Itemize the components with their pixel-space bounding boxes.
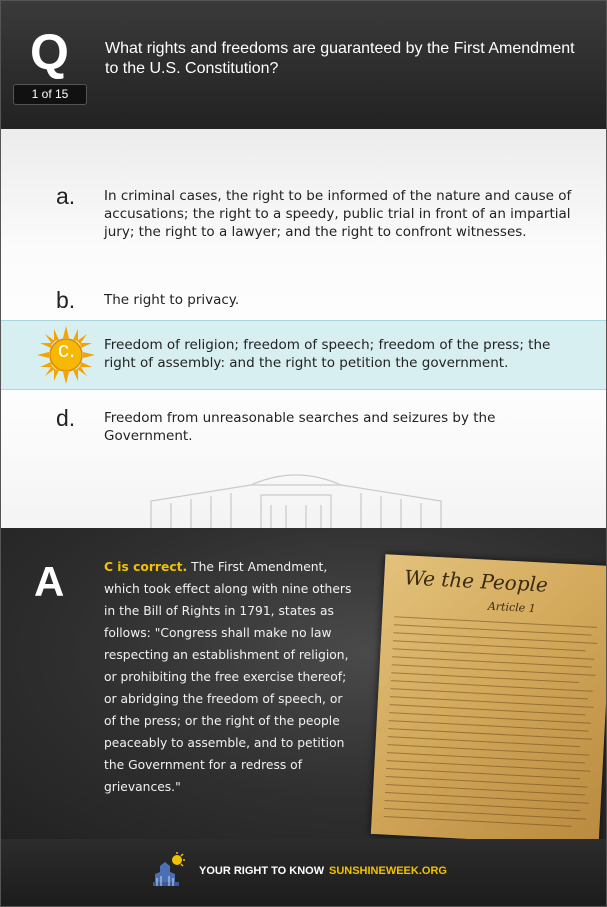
capitol-sun-icon	[151, 852, 187, 888]
capitol-watermark	[131, 471, 461, 528]
footer-tagline: YOUR RIGHT TO KNOW	[199, 865, 325, 877]
sunshineweek-link[interactable]: SUNSHINEWEEK.ORG	[329, 865, 447, 877]
option-text: In criminal cases, the right to be informed of the nature and cause of accusations; the right to a speedy, public trial in front of an impartial jury; the right to a lawyer; and the right to confront witnesses.	[104, 188, 572, 240]
question-text: What rights and freedoms are guaranteed by the First Amendment to the U.S. Constitution?	[105, 40, 575, 77]
answer-explanation	[104, 556, 354, 798]
footer	[1, 839, 606, 906]
handwriting-lines	[371, 554, 607, 846]
option-letter: a.	[56, 183, 76, 209]
q-letter: Q	[30, 24, 69, 80]
question-header	[1, 1, 606, 129]
option-letter: d.	[56, 405, 76, 431]
document-title: We the People	[403, 565, 549, 597]
correct-label: C is correct.	[104, 560, 188, 574]
constitution-image	[371, 554, 607, 846]
option-text: The right to privacy.	[104, 292, 240, 308]
answer-options	[1, 129, 606, 528]
question-counter: 1 of 15	[13, 84, 87, 105]
document-subtitle: Article 1	[487, 599, 537, 616]
option-letter: b.	[56, 287, 76, 313]
option-text: Freedom from unreasonable searches and seizures by the Government.	[104, 410, 496, 444]
option-letter: c.	[58, 337, 76, 362]
option-text: Freedom of religion; freedom of speech; freedom of the press; the right of assembly: and the right to petition the government.	[104, 337, 551, 371]
answer-section	[1, 528, 606, 839]
option-c-selected[interactable]	[1, 320, 606, 390]
explanation-text: The First Amendment, which took effect along with nine others in the Bill of Rights in 1791, states as follows: "Congress shall make no law respecting an establishment of religion, or prohibiting the free exercise thereof; or abridging the freedom of speech, or of the press; or the right of the people peaceably to assemble, and to petition the Government for a redress of grievances."	[104, 560, 352, 794]
a-letter: A	[34, 558, 65, 605]
